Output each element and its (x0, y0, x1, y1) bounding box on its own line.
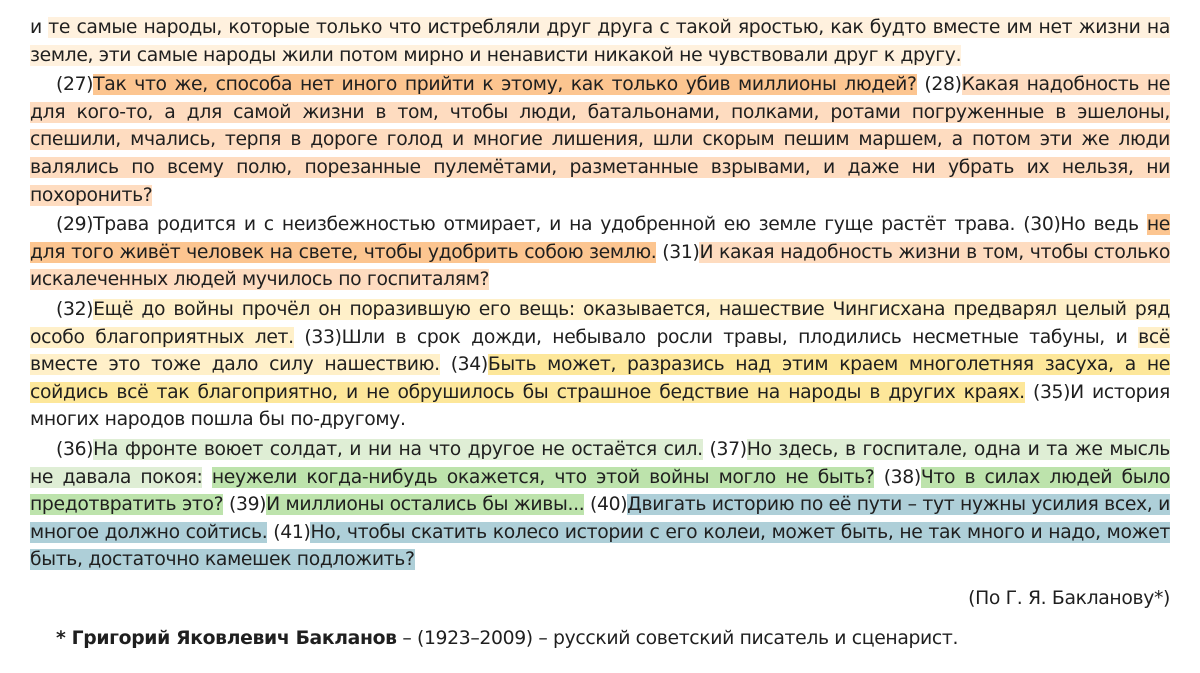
source-attribution: (По Г. Я. Бакланову*) (968, 588, 1170, 609)
highlighted-text: Быть может, разразись над этим краем многолетняя засуха, а не сойдись всё так благоприятно, и не обрушилось бы страшное бедствие на народы в других краях. (30, 354, 1170, 403)
highlighted-text: всё вместе это тоже дало силу нашествию. (30, 326, 1170, 376)
highlighted-text: На фронте воюет солдат, и ни на что другое не остаётся сил. (93, 438, 703, 460)
highlighted-text: Так что же, способа нет иного прийти к этому, как только убив миллионы людей? (93, 74, 917, 96)
paragraph (30, 296, 1170, 434)
highlighted-text: И какая надобность жизни в том, чтобы столько искалеченных людей мучилось по госпиталям? (30, 241, 1170, 291)
text-segment: (27) (56, 74, 94, 96)
text-segment: (33)Шли в срок дожди, небывало росли травы, плодились несметные табуны, и (293, 326, 1139, 348)
footnote-author-details: – (1923–2009) – русский советский писатель и сценарист. (396, 628, 959, 649)
paragraph (30, 211, 1170, 294)
text-segment: (29)Трава родится и с неизбежностью отмирает, и на удобренной ею земле гуще растёт трава. (30)Но ведь (56, 214, 1147, 236)
paragraph (30, 71, 1170, 209)
highlighted-text: Ещё до войны прочёл он поразившую его вещь: оказывается, нашествие Чингисхана предварял целый ряд особо благоприятных лет. (30, 298, 1170, 348)
highlighted-text: И миллионы остались бы живы... (266, 494, 585, 516)
text-segment: (39) (223, 494, 267, 516)
text-segment: и (30, 17, 49, 38)
text-segment: (40) (584, 494, 628, 516)
text-segment: (41) (267, 521, 311, 543)
text-segment (202, 467, 211, 488)
text-segment: (31) (656, 241, 700, 263)
text-segment: (34) (439, 354, 488, 376)
text-segment: (28) (916, 74, 962, 96)
paragraph (30, 436, 1170, 574)
paragraph (30, 14, 1170, 69)
text-segment: (36) (56, 438, 94, 460)
highlighted-text: неужели когда-нибудь окажется, что этой войны могло не быть? (211, 466, 875, 488)
author-footnote (56, 628, 958, 649)
highlighted-text: Какая надобность не для кого-то, а для самой жизни в том, чтобы люди, батальонами, полками, ротами погруженные в эшелоны, спешили, мчались, терпя в дороге голод и многие лишения, шли скорым пешим маршем, а потом эти же люди валялись по всему полю, порезанные пулемётами, разметанные взрывами, и даже ни убрать их нельзя, ни похоронить? (30, 74, 1170, 206)
text-segment: (38) (874, 466, 921, 488)
text-segment: (32) (56, 298, 94, 320)
text-segment: (35)И история многих народов пошла бы по-другому. (30, 381, 1170, 431)
highlighted-text: те самые народы, которые только что истребляли друг друга с такой яростью, как будто вместе им нет жизни на земле, эти самые народы жили потом мирно и ненависти никакой не чувствовали друг к другу. (30, 17, 1171, 66)
text-segment: (37) (702, 438, 747, 460)
footnote-author-name: * Григорий Яковлевич Бакланов (56, 628, 397, 649)
essay-text (30, 14, 1170, 576)
highlighted-text: Что в силах людей было предотвратить это? (30, 466, 1171, 516)
highlighted-text: Но, чтобы скатить колесо истории с его колеи, может быть, не так много и надо, может быть, достаточно камешек подложить? (30, 521, 1170, 571)
highlighted-text: не для того живёт человек на свете, чтобы удобрить собою землю. (30, 214, 1170, 263)
highlighted-text: Двигать историю по её пути – тут нужны усилия всех, и многое должно сойтись. (30, 494, 1170, 543)
highlighted-text: Но здесь, в госпитале, одна и та же мысль не давала покоя: (30, 438, 1170, 488)
